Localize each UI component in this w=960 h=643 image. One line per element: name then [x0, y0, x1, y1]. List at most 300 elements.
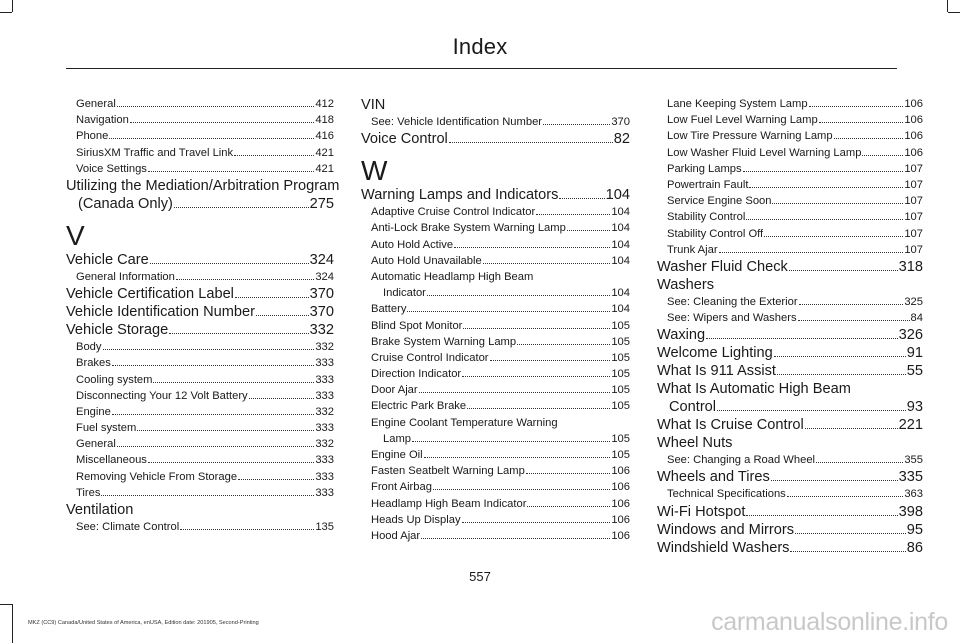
- entry-page-ref: 104: [611, 254, 630, 267]
- dot-leader: [559, 187, 604, 199]
- index-subentry: [361, 204, 630, 220]
- entry-term: Stability Control: [667, 211, 746, 224]
- index-subentry: [66, 355, 334, 371]
- index-entry: [657, 434, 923, 452]
- entry-page-ref: 104: [611, 206, 630, 219]
- dot-leader: [412, 432, 610, 441]
- index-subentry: [361, 318, 630, 334]
- index-subentry: [657, 96, 923, 112]
- entry-page-ref: 106: [611, 481, 630, 494]
- dot-leader: [117, 438, 315, 447]
- footer-edition-note: MKZ (CC9) Canada/United States of America, enUSA, Edition date: 201905, Second-Printing: [28, 620, 259, 626]
- dot-leader: [771, 470, 898, 482]
- dot-leader: [419, 384, 611, 393]
- entry-page-ref: 275: [309, 195, 334, 212]
- entry-page-ref: 106: [611, 529, 630, 542]
- entry-page-ref: 106: [904, 146, 923, 159]
- entry-page-ref: 82: [613, 131, 630, 148]
- entry-term: See: Climate Control: [76, 521, 180, 533]
- entry-page-ref: 333: [315, 470, 334, 483]
- entry-term: Wheels and Tires: [657, 469, 770, 486]
- index-subentry: [361, 512, 630, 528]
- index-subentry: [361, 528, 630, 544]
- dot-leader: [834, 130, 904, 139]
- entry-term: Ventilation: [66, 502, 134, 518]
- entry-page-ref: 104: [605, 187, 630, 204]
- index-column-2: [361, 96, 630, 544]
- entry-term: Auto Hold Unavailable: [371, 254, 482, 267]
- entry-term: Low Fuel Level Warning Lamp: [667, 114, 818, 127]
- dot-leader: [774, 345, 906, 357]
- dot-leader: [117, 98, 315, 107]
- dot-leader: [517, 335, 610, 344]
- entry-term: Powertrain Fault: [667, 178, 749, 191]
- dot-leader: [424, 449, 611, 458]
- index-subentry: [66, 404, 334, 420]
- index-subentry: [657, 145, 923, 161]
- entry-term: Direction Indicator: [371, 368, 462, 381]
- entry-term: Trunk Ajar: [667, 243, 718, 256]
- entry-page-ref: 335: [898, 469, 923, 486]
- entry-term: Body: [76, 341, 102, 354]
- entry-term: Waxing: [657, 327, 706, 344]
- dot-leader: [809, 98, 904, 107]
- dot-leader: [235, 286, 309, 298]
- index-subentry: [66, 388, 334, 404]
- entry-term: Fuel system: [76, 422, 137, 435]
- entry-page-ref: 333: [315, 422, 334, 435]
- entry-term: Welcome Lighting: [657, 345, 773, 362]
- entry-term: What Is Automatic High Beam: [657, 381, 851, 398]
- index-entry: [361, 96, 630, 114]
- dot-leader: [112, 357, 315, 366]
- dot-leader: [101, 486, 314, 495]
- entry-term: Technical Specifications: [667, 488, 786, 501]
- dot-leader: [777, 363, 906, 375]
- dot-leader: [746, 211, 903, 220]
- entry-page-ref: 333: [315, 373, 334, 386]
- entry-page-ref: 370: [309, 304, 334, 321]
- crop-mark-top-left: [12, 0, 13, 12]
- entry-page-ref: 106: [904, 98, 923, 110]
- dot-leader: [543, 116, 610, 125]
- index-subentry: [361, 415, 630, 431]
- entry-term: Headlamp High Beam Indicator: [371, 497, 527, 510]
- entry-term: Cooling system: [76, 373, 153, 386]
- index-subentry: [657, 226, 923, 242]
- entry-term: Navigation: [76, 114, 129, 127]
- dot-leader: [772, 195, 903, 204]
- index-subentry: [657, 294, 923, 310]
- entry-page-ref: 332: [315, 341, 334, 354]
- index-subentry: [66, 339, 334, 355]
- entry-page-ref: 107: [904, 162, 923, 175]
- index-subentry: [66, 469, 334, 485]
- dot-leader: [816, 454, 903, 463]
- entry-term: Brake System Warning Lamp: [371, 335, 517, 348]
- index-subentry: [361, 253, 630, 269]
- index-subentry: [66, 372, 334, 388]
- dot-leader: [148, 162, 314, 171]
- entry-page-ref: 106: [904, 114, 923, 127]
- index-subentry: [66, 112, 334, 128]
- entry-term: Engine: [76, 405, 111, 418]
- entry-page-ref: 106: [611, 497, 630, 510]
- dot-leader: [717, 399, 906, 411]
- index-subentry: [361, 431, 630, 447]
- index-subentry: [361, 382, 630, 398]
- dot-leader: [527, 497, 610, 506]
- entry-page-ref: 333: [315, 486, 334, 499]
- dot-leader: [433, 481, 610, 490]
- dot-leader: [427, 287, 610, 296]
- index-subentry: [657, 193, 923, 209]
- index-subentry: [66, 128, 334, 144]
- dot-leader: [238, 470, 314, 479]
- index-entry: [657, 503, 923, 521]
- dot-leader: [180, 521, 314, 530]
- entry-page-ref: 370: [309, 286, 334, 303]
- dot-leader: [153, 373, 314, 382]
- index-subentry: [66, 452, 334, 468]
- entry-page-ref: 370: [611, 116, 630, 128]
- entry-page-ref: 135: [315, 521, 334, 533]
- index-subentry: [361, 463, 630, 479]
- index-entry: [66, 177, 340, 195]
- entry-term: Fasten Seatbelt Warning Lamp: [371, 465, 525, 478]
- crop-mark-top-right: [947, 0, 948, 12]
- dot-leader: [536, 206, 610, 215]
- index-subentry: [657, 209, 923, 225]
- dot-leader: [449, 131, 613, 143]
- entry-page-ref: 398: [898, 503, 923, 520]
- dot-leader: [176, 271, 314, 280]
- dot-leader: [256, 304, 309, 316]
- entry-page-ref: 107: [904, 211, 923, 224]
- entry-term: See: Changing a Road Wheel: [667, 454, 816, 467]
- index-entry: [657, 380, 923, 398]
- entry-term: Auto Hold Active: [371, 238, 454, 251]
- dot-leader: [798, 312, 910, 321]
- dot-leader: [764, 227, 903, 236]
- index-subentry: [657, 128, 923, 144]
- entry-page-ref: 363: [904, 488, 923, 501]
- index-subentry: [657, 177, 923, 193]
- index-subentry: [361, 447, 630, 463]
- entry-term: See: Cleaning the Exterior: [667, 295, 798, 308]
- entry-page-ref: 91: [906, 345, 923, 362]
- dot-leader: [799, 295, 904, 304]
- dot-leader: [862, 146, 903, 155]
- entry-page-ref: 107: [904, 227, 923, 240]
- index-subentry: [361, 366, 630, 382]
- entry-page-ref: 107: [904, 178, 923, 191]
- entry-page-ref: 104: [611, 287, 630, 300]
- index-subentry: [66, 161, 334, 177]
- entry-term: What Is 911 Assist: [657, 363, 776, 380]
- entry-term: Service Engine Soon: [667, 195, 772, 208]
- entry-page-ref: 105: [611, 319, 630, 332]
- dot-leader: [109, 130, 314, 139]
- dot-leader: [234, 146, 314, 155]
- index-entry: [657, 258, 923, 276]
- entry-page-ref: 355: [904, 454, 923, 467]
- index-entry: [657, 521, 923, 539]
- dot-leader: [795, 522, 906, 534]
- entry-term: Disconnecting Your 12 Volt Battery: [76, 389, 248, 402]
- dot-leader: [719, 243, 904, 252]
- index-subentry: [66, 519, 334, 535]
- entry-term: (Canada Only): [78, 195, 173, 212]
- index-column-1: [66, 96, 340, 535]
- entry-term: Indicator: [383, 287, 426, 300]
- header-divider: [66, 68, 897, 69]
- entry-term: Door Ajar: [371, 384, 418, 397]
- entry-term: Low Tire Pressure Warning Lamp: [667, 130, 833, 143]
- entry-page-ref: 105: [611, 384, 630, 397]
- dot-leader: [567, 222, 611, 231]
- entry-term: Wheel Nuts: [657, 435, 733, 452]
- index-entry: [66, 251, 334, 269]
- entry-term: Blind Spot Monitor: [371, 319, 463, 332]
- entry-term: Adaptive Cruise Control Indicator: [371, 206, 536, 219]
- index-subentry: [361, 237, 630, 253]
- entry-page-ref: 221: [898, 417, 923, 434]
- entry-term: Stability Control Off: [667, 227, 764, 240]
- index-entry: [66, 303, 334, 321]
- entry-page-ref: 421: [315, 146, 334, 159]
- dot-leader: [789, 259, 898, 271]
- entry-term: Voice Control: [361, 131, 448, 148]
- index-subentry: [66, 269, 334, 285]
- entry-page-ref: 104: [611, 238, 630, 251]
- entry-page-ref: 104: [611, 303, 630, 316]
- index-subentry: [657, 486, 923, 502]
- entry-term: Vehicle Certification Label: [66, 286, 234, 303]
- dot-leader: [819, 114, 904, 123]
- dot-leader: [463, 319, 610, 328]
- dot-leader: [130, 114, 314, 123]
- entry-page-ref: 333: [315, 389, 334, 402]
- dot-leader: [150, 252, 309, 264]
- dot-leader: [743, 162, 904, 171]
- index-subentry: [361, 269, 630, 285]
- entry-term: Washers: [657, 276, 715, 293]
- index-subentry: [361, 334, 630, 350]
- entry-term: SiriusXM Traffic and Travel Link: [76, 146, 234, 159]
- entry-term: Lane Keeping System Lamp: [667, 98, 808, 110]
- dot-leader: [407, 303, 610, 312]
- entry-page-ref: 416: [315, 130, 334, 143]
- entry-page-ref: 55: [906, 363, 923, 380]
- index-subentry: [657, 242, 923, 258]
- dot-leader: [112, 405, 314, 414]
- index-entry: [657, 539, 923, 557]
- index-subentry: [361, 398, 630, 414]
- entry-term: Automatic Headlamp High Beam: [371, 270, 534, 283]
- entry-term: Lamp: [383, 432, 411, 445]
- entry-term: Heads Up Display: [371, 513, 461, 526]
- dot-leader: [421, 530, 610, 539]
- dot-leader: [749, 179, 903, 188]
- entry-page-ref: 105: [611, 400, 630, 413]
- entry-term: Washer Fluid Check: [657, 258, 788, 275]
- entry-page-ref: 332: [315, 405, 334, 418]
- page-number: 557: [469, 569, 491, 584]
- entry-term: Warning Lamps and Indicators: [361, 187, 559, 204]
- dot-leader: [790, 540, 905, 552]
- entry-term: See: Vehicle Identification Number: [371, 116, 543, 128]
- crop-mark-bottom-left-h: [0, 604, 12, 605]
- entry-term: General Information: [76, 270, 175, 283]
- entry-term: Parking Lamps: [667, 162, 742, 175]
- entry-term: General: [76, 98, 116, 110]
- entry-term: Removing Vehicle From Storage: [76, 470, 238, 483]
- index-entry: [657, 362, 923, 380]
- index-subentry: [66, 485, 334, 501]
- entry-page-ref: 332: [315, 438, 334, 451]
- dot-leader: [454, 238, 610, 247]
- entry-page-ref: 318: [898, 258, 923, 275]
- entry-term: Anti-Lock Brake System Warning Lamp: [371, 222, 566, 235]
- index-entry: [657, 468, 923, 486]
- entry-page-ref: 326: [898, 327, 923, 344]
- entry-page-ref: 105: [611, 432, 630, 445]
- dot-leader: [249, 389, 315, 398]
- entry-term: What Is Cruise Control: [657, 417, 804, 434]
- entry-page-ref: 333: [315, 357, 334, 370]
- entry-term: Utilizing the Mediation/Arbitration Program: [66, 177, 340, 194]
- entry-page-ref: 324: [315, 270, 334, 283]
- entry-term: General: [76, 438, 116, 451]
- entry-term: Hood Ajar: [371, 529, 421, 542]
- entry-page-ref: 332: [309, 322, 334, 339]
- dot-leader: [462, 368, 610, 377]
- entry-term: Wi-Fi Hotspot: [657, 503, 746, 520]
- entry-term: Windows and Mirrors: [657, 521, 795, 538]
- entry-term: Battery: [371, 303, 407, 316]
- index-subentry: [361, 479, 630, 495]
- index-entry: [657, 344, 923, 362]
- dot-leader: [467, 400, 610, 409]
- entry-page-ref: 106: [904, 130, 923, 143]
- index-subentry: [657, 112, 923, 128]
- dot-leader: [490, 351, 611, 360]
- entry-page-ref: 104: [611, 222, 630, 235]
- dot-leader: [148, 454, 314, 463]
- entry-term: Engine Coolant Temperature Warning: [371, 416, 558, 429]
- entry-page-ref: 93: [906, 399, 923, 416]
- entry-page-ref: 105: [611, 368, 630, 381]
- entry-page-ref: 325: [904, 295, 923, 308]
- entry-page-ref: 107: [904, 243, 923, 256]
- entry-page-ref: 106: [611, 513, 630, 526]
- entry-term: Cruise Control Indicator: [371, 351, 489, 364]
- dot-leader: [746, 504, 897, 516]
- entry-term: VIN: [361, 97, 386, 113]
- index-entry: [66, 195, 334, 213]
- index-subentry: [361, 496, 630, 512]
- crop-mark-top-right-h: [948, 12, 960, 13]
- index-entry: [657, 276, 923, 294]
- dot-leader: [787, 488, 904, 497]
- index-letter-heading: V: [66, 219, 85, 251]
- index-subentry: [361, 220, 630, 236]
- index-column-3: [657, 96, 923, 557]
- entry-page-ref: 421: [315, 162, 334, 175]
- entry-term: Electric Park Brake: [371, 400, 467, 413]
- entry-term: Windshield Washers: [657, 539, 790, 556]
- index-subentry: [66, 96, 334, 112]
- dot-leader: [526, 465, 611, 474]
- dot-leader: [805, 417, 898, 429]
- entry-page-ref: 412: [315, 98, 334, 110]
- entry-term: Miscellaneous: [76, 454, 147, 467]
- index-subentry: [361, 114, 630, 130]
- entry-page-ref: 95: [906, 521, 923, 538]
- index-letter-heading: W: [361, 155, 388, 187]
- entry-term: Low Washer Fluid Level Warning Lamp: [667, 146, 862, 159]
- index-entry: [657, 398, 923, 416]
- entry-page-ref: 107: [904, 195, 923, 208]
- index-subentry: [361, 350, 630, 366]
- index-subentry: [657, 452, 923, 468]
- entry-term: Phone: [76, 130, 109, 143]
- entry-page-ref: 105: [611, 449, 630, 461]
- dot-leader: [462, 513, 611, 522]
- index-entry: [66, 501, 334, 519]
- index-entry: [657, 416, 923, 434]
- entry-term: Vehicle Care: [66, 251, 149, 268]
- entry-page-ref: 106: [611, 465, 630, 478]
- index-subentry: [66, 145, 334, 161]
- index-subentry: [657, 161, 923, 177]
- crop-mark-top-left-h: [0, 12, 12, 13]
- index-entry: [361, 186, 630, 204]
- entry-page-ref: 333: [315, 454, 334, 467]
- watermark: carmanualsonline.info: [711, 608, 948, 636]
- entry-page-ref: 324: [309, 251, 334, 268]
- index-subentry: [66, 420, 334, 436]
- entry-term: Tires: [76, 486, 101, 499]
- crop-mark-bottom-left: [12, 604, 13, 643]
- index-entry: [657, 326, 923, 344]
- entry-term: See: Wipers and Washers: [667, 312, 797, 325]
- entry-page-ref: 418: [315, 114, 334, 127]
- page-title: Index: [452, 34, 508, 59]
- entry-term: Vehicle Identification Number: [66, 304, 256, 321]
- dot-leader: [169, 322, 308, 334]
- dot-leader: [103, 341, 315, 350]
- dot-leader: [137, 422, 314, 431]
- index-subentry: [66, 436, 334, 452]
- index-subentry: [361, 285, 630, 301]
- entry-page-ref: 86: [906, 539, 923, 556]
- entry-term: Engine Oil: [371, 449, 423, 461]
- entry-term: Brakes: [76, 357, 111, 370]
- entry-term: Front Airbag: [371, 481, 432, 494]
- index-entry: [66, 285, 334, 303]
- entry-term: Control: [669, 399, 717, 416]
- entry-page-ref: 105: [611, 335, 630, 348]
- dot-leader: [706, 327, 898, 339]
- entry-term: Vehicle Storage: [66, 322, 169, 339]
- entry-page-ref: 105: [611, 351, 630, 364]
- entry-term: Voice Settings: [76, 162, 147, 175]
- index-subentry: [657, 310, 923, 326]
- index-entry: [361, 130, 630, 148]
- dot-leader: [174, 196, 309, 208]
